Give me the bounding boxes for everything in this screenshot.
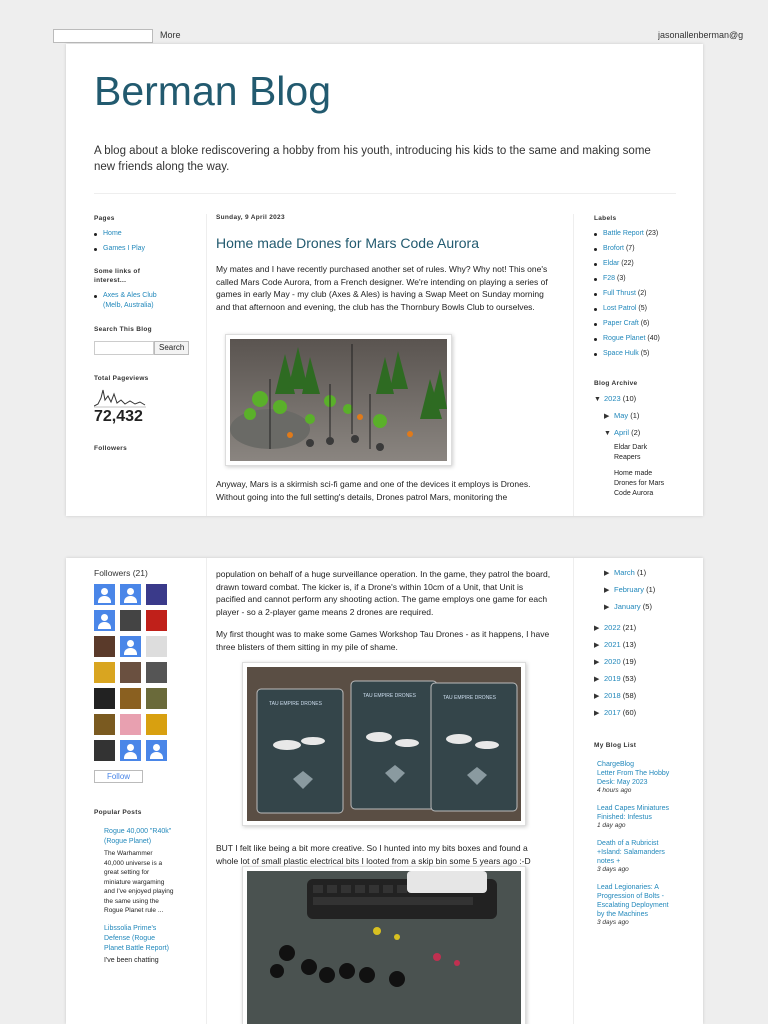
blog-panel-top [66,44,703,516]
blister-label: TAU EMPIRE DRONES [363,693,416,699]
archive-month-january[interactable]: ▶ January (5) [604,602,652,611]
archive-year[interactable]: ▶ 2022 (21) [594,623,637,632]
label-item[interactable]: Brofort (7) [594,244,684,254]
blog-search-input[interactable] [94,341,154,355]
column-divider [573,558,574,1024]
archive-month-february[interactable]: ▶ February (1) [604,585,656,594]
follower-avatar[interactable] [94,584,115,605]
pageviews-count: 72,432 [94,408,143,425]
blog-title[interactable]: Berman Blog [94,68,332,114]
follower-avatar[interactable] [120,662,141,683]
followers-grid [94,584,174,761]
links-title: Some links of interest... [94,268,141,284]
blog-list-item [597,839,670,873]
followers-title: Followers [94,445,128,452]
archive-year-2023[interactable]: ▼ 2023 (10) [594,394,637,403]
collapsed-triangle-icon: ▶ [604,413,610,420]
archive-year[interactable]: ▶ 2020 (19) [594,657,637,666]
navbar-search-input[interactable] [53,29,153,43]
post-photo-tau-drones[interactable] [242,662,526,826]
follower-avatar[interactable] [94,636,115,657]
post-paragraph: population on behalf of a huge surveillance operation. In the game, they patrol the board, drawn toward combat. The kicker is, if a Drone's within 10cm of a Unit, that Unit is pacified and cannot perform any shooting action. The game employs one game for each player - so a 2-player game means 2 drones are required. [216,569,551,617]
right-sidebar [594,214,684,499]
blog-list-time: 4 hours ago [597,787,632,794]
collapsed-triangle-icon: ▶ [594,642,600,649]
collapsed-triangle-icon: ▶ [604,570,610,577]
popular-post-snippet: I've been chatting [104,956,159,964]
label-item[interactable]: Lost Patrol (5) [594,304,684,314]
follower-avatar[interactable] [120,584,141,605]
follower-avatar[interactable] [146,688,167,709]
navbar-more-link[interactable]: More [160,30,181,40]
right-sidebar-continued [594,568,684,936]
blister-label: TAU EMPIRE DRONES [269,701,322,707]
blog-list-blog-name[interactable]: ChargeBlog [597,761,634,768]
blog-list-item [597,760,670,794]
follower-avatar[interactable] [120,714,141,735]
blog-list [594,760,670,926]
blog-list-post-title[interactable]: Letter From The Hobby Desk: May 2023 [597,770,670,786]
page-link-home[interactable]: Home [94,229,174,239]
page-link-games[interactable]: Games I Play [94,244,174,254]
electrical-bits-image [247,871,521,1024]
collapsed-triangle-icon: ▶ [604,587,610,594]
popular-post-snippet: The Warhammer 40,000 universe is a great setting for miniature wargaming and I've enjoyed playing the same using the Rogue Planet rule ... [104,850,174,914]
left-sidebar-continued [94,568,174,966]
archive-year[interactable]: ▶ 2019 (53) [594,674,637,683]
follower-avatar[interactable] [120,688,141,709]
blog-list-post-title[interactable]: Lead Legionaries: A Progression of Bolts - Escalating Deployment by the Machines [597,884,669,918]
archive-month-april[interactable]: ▼ April (2) [604,428,641,437]
follower-avatar[interactable] [146,714,167,735]
search-title: Search This Blog [94,326,152,333]
search-button[interactable]: Search [154,341,189,355]
pageviews-sparkline [94,386,146,408]
label-item[interactable]: Space Hulk (5) [594,349,684,359]
follower-avatar[interactable] [120,740,141,761]
follower-avatar[interactable] [94,714,115,735]
follower-avatar[interactable] [94,688,115,709]
popular-post-title[interactable]: Libssolia Prime's Defense (Rogue Planet Battle Report) [104,924,169,952]
left-sidebar [94,214,185,453]
label-item[interactable]: Battle Report (23) [594,229,684,239]
archive-month-may[interactable]: ▶ May (1) [604,411,640,420]
blog-list-time: 3 days ago [597,919,629,926]
archive-post[interactable]: Eldar Dark Reapers [614,444,648,461]
blog-list-post-title[interactable]: Death of a Rubricist +Island: Salamanders notes + [597,840,665,865]
post-paragraph: My first thought was to make some Games Workshop Tau Drones - as it happens, I have three blisters of them sitting in my pile of shame. [216,629,550,652]
column-divider [206,214,207,516]
link-axes-ales[interactable]: Axes & Ales Club (Melb, Australia) [94,291,174,311]
post-title[interactable]: Home made Drones for Mars Code Aurora [216,235,479,251]
blog-list-title: My Blog List [594,742,637,749]
label-item[interactable]: F28 (3) [594,274,684,284]
blog-panel-bottom [66,558,703,1024]
post-date: Sunday, 9 April 2023 [216,214,285,221]
post-paragraph: My mates and I have recently purchased another set of rules. Why? Why not! This one's called Mars Code Aurora, from a French designer. We're intending on playing a series of games in early May - my club (Axes & Ales) is having a Swap Meet on Sunday morning and that afternoon and evening, the club has the Thornbury Bowls Club to ourselves. [216,264,548,312]
pages-title: Pages [94,215,115,222]
follow-button[interactable]: Follow [94,770,143,783]
label-item[interactable]: Rogue Planet (40) [594,334,684,344]
navbar-user-email[interactable]: jasonallenberman@g [658,30,744,40]
post-photo-drones-table[interactable] [225,334,452,466]
collapsed-triangle-icon: ▶ [594,710,600,717]
column-divider [573,214,574,516]
expanded-triangle-icon: ▼ [604,430,611,437]
archive-year[interactable]: ▶ 2017 (60) [594,708,637,717]
follower-avatar[interactable] [120,636,141,657]
collapsed-triangle-icon: ▶ [604,604,610,611]
collapsed-triangle-icon: ▶ [594,625,600,632]
popular-post-title[interactable]: Rogue 40,000 "R40k" (Rogue Planet) [104,828,172,845]
header-divider [94,193,676,194]
blog-list-item [597,883,670,926]
post-photo-bits[interactable] [242,866,526,1024]
blogger-navbar [0,0,768,44]
followers-count: Followers (21) [94,568,148,578]
popular-posts-title: Popular Posts [94,809,142,816]
post-paragraph: Anyway, Mars is a skirmish sci-fi game and one of the devices it employs is Drones. Without going into the full setting's details, Drones patrol Mars, monitoring the [216,479,531,502]
archive-title: Blog Archive [594,380,638,387]
follower-avatar[interactable] [146,584,167,605]
post-paragraph: BUT I felt like being a bit more creative. So I hunted into my bits boxes and found a whole lot of small plastic electrical bits I looted from a skip bin some 5 years ago :-D [216,843,531,866]
follower-avatar[interactable] [94,740,115,761]
tau-drones-blisters-image [247,667,521,821]
archive-year[interactable]: ▶ 2018 (58) [594,691,637,700]
blog-description: A blog about a bloke rediscovering a hobby from his youth, introducing his kids to the same and making some new friends along the way. [94,145,651,173]
label-item[interactable]: Full Thrust (2) [594,289,684,299]
expanded-triangle-icon: ▼ [594,396,601,403]
collapsed-triangle-icon: ▶ [594,676,600,683]
follower-avatar[interactable] [146,636,167,657]
labels-list [594,229,684,359]
label-item[interactable]: Paper Craft (6) [594,319,684,329]
blog-list-item [597,804,670,829]
archive-post[interactable]: Home made Drones for Mars Code Aurora [614,470,665,497]
follower-avatar[interactable] [94,662,115,683]
follower-avatar[interactable] [146,662,167,683]
archive-year[interactable]: ▶ 2021 (13) [594,640,637,649]
blog-list-time: 3 days ago [597,866,629,873]
follower-avatar[interactable] [146,610,167,631]
collapsed-triangle-icon: ▶ [594,659,600,666]
collapsed-triangle-icon: ▶ [594,693,600,700]
blog-list-time: 1 day ago [597,822,626,829]
follower-avatar[interactable] [94,610,115,631]
follower-avatar[interactable] [120,610,141,631]
blog-list-post-title[interactable]: Lead Capes Miniatures Finished: Infestus [597,805,669,821]
blister-label: TAU EMPIRE DRONES [443,695,496,701]
pageviews-title: Total Pageviews [94,375,149,382]
drones-table-image [230,339,447,461]
column-divider [206,558,207,1024]
post [216,214,552,313]
follower-avatar[interactable] [146,740,167,761]
label-item[interactable]: Eldar (22) [594,259,684,269]
labels-title: Labels [594,215,617,222]
archive-month-march[interactable]: ▶ March (1) [604,568,647,577]
